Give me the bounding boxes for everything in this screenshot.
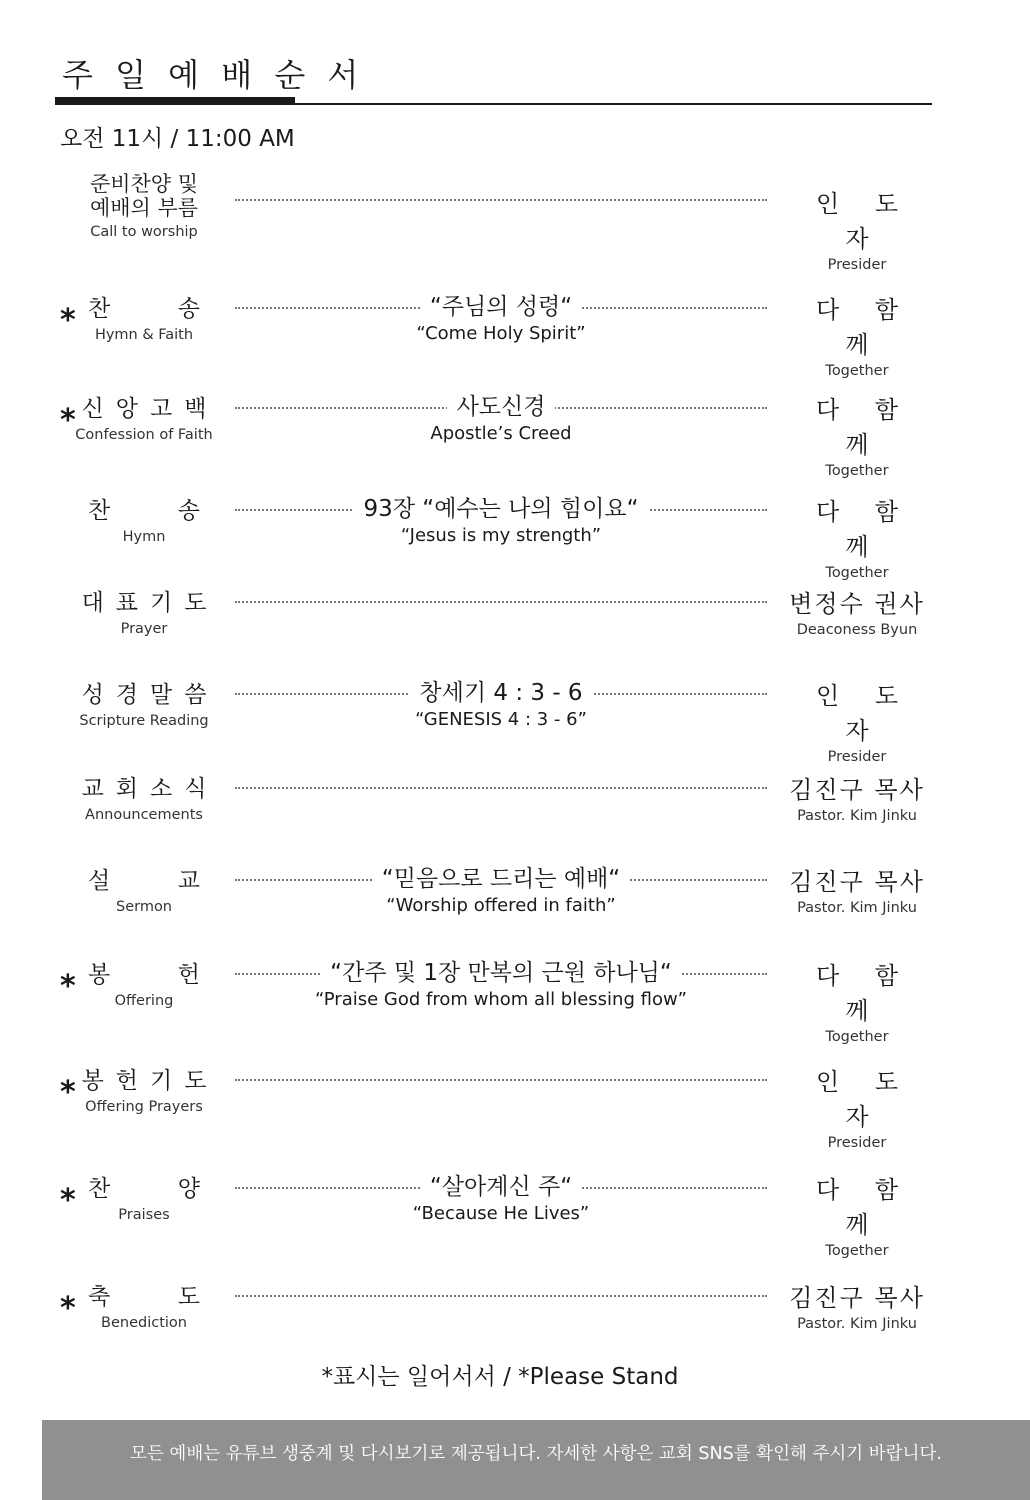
item-content-en: “Because He Lives”: [412, 1203, 590, 1224]
item-title-ko: 대 표 기 도: [81, 590, 207, 616]
item-responsible: [782, 290, 932, 379]
item-label: [70, 956, 218, 1009]
item-content-en: Apostle’s Creed: [430, 423, 572, 444]
responsible-en: Together: [825, 363, 889, 379]
responsible-en: Together: [825, 565, 889, 581]
leader-dots: [235, 601, 767, 603]
item-content: [280, 288, 722, 344]
item-title-ko-line: 예배의 부름: [89, 196, 199, 220]
item-label: [70, 390, 218, 443]
item-content-ko: “살아계신 주“: [420, 1168, 582, 1201]
item-content: [280, 954, 722, 1010]
item-label: [70, 676, 218, 729]
item-title-en: Hymn & Faith: [94, 327, 194, 343]
item-content-en: “GENESIS 4 : 3 - 6”: [415, 709, 587, 730]
footer-notice: 모든 예배는 유튜브 생중계 및 다시보기로 제공됩니다. 자세한 사항은 교회 SNS를 확인해 주시기 바랍니다.: [42, 1420, 1030, 1500]
stand-marker: *: [60, 403, 76, 438]
item-title-en: Prayer: [120, 621, 168, 637]
item-title-ko: 축 도: [88, 1284, 200, 1310]
item-content-ko: “간주 및 1장 만복의 근원 하나님“: [320, 954, 682, 987]
item-title-en: Call to worship: [90, 224, 198, 240]
item-title-en: Announcements: [85, 807, 203, 823]
item-label: [70, 1278, 218, 1331]
item-title-en: Confession of Faith: [75, 427, 213, 443]
responsible-ko: 인 도 자: [816, 190, 912, 253]
item-title-ko: 찬 송: [88, 296, 200, 322]
item-label: [70, 770, 218, 823]
item-title-en: Offering Prayers: [85, 1099, 203, 1115]
responsible-en: Presider: [827, 1135, 887, 1151]
item-title-ko: 찬 양: [88, 1176, 200, 1202]
item-content: [280, 860, 722, 916]
item-title-ko: 성 경 말 씀: [81, 682, 207, 708]
item-content-ko: “믿음으로 드리는 예배“: [372, 860, 630, 893]
item-responsible: [782, 770, 932, 824]
item-title-en: Benediction: [101, 1315, 187, 1331]
item-title-ko-line: 준비찬양 및: [89, 172, 199, 196]
item-title-ko: 교 회 소 식: [81, 776, 207, 802]
responsible-ko: 김진구 목사: [789, 868, 925, 896]
title-divider: [55, 103, 932, 105]
item-responsible: [782, 390, 932, 479]
item-content-en: “Praise God from whom all blessing flow”: [315, 989, 687, 1010]
item-responsible: [782, 492, 932, 581]
item-label: [70, 862, 218, 915]
stand-footnote: *표시는 일어서서 / *Please Stand: [321, 1364, 679, 1390]
item-content-en: “Come Holy Spirit”: [416, 323, 586, 344]
responsible-en: Deaconess Byun: [796, 622, 918, 638]
responsible-en: Pastor. Kim Jinku: [797, 1316, 917, 1332]
item-label: [70, 172, 218, 240]
responsible-ko: 다 함 께: [816, 1176, 912, 1239]
item-label: [70, 290, 218, 343]
responsible-en: Pastor. Kim Jinku: [797, 808, 917, 824]
item-responsible: [782, 1170, 932, 1259]
responsible-ko: 다 함 께: [816, 296, 912, 359]
item-title-ko: 신 앙 고 백: [81, 396, 207, 422]
leader-dots: [235, 1079, 767, 1081]
item-responsible: [782, 956, 932, 1045]
item-responsible: [782, 862, 932, 916]
item-label: [70, 1170, 218, 1223]
item-content-ko: “주님의 성령“: [420, 288, 582, 321]
item-label: [70, 1062, 218, 1115]
item-title-en: Praises: [118, 1207, 170, 1223]
responsible-en: Pastor. Kim Jinku: [797, 900, 917, 916]
item-content: [280, 490, 722, 546]
stand-marker: *: [60, 1183, 76, 1218]
item-content: [280, 674, 722, 730]
item-responsible: [782, 676, 932, 765]
responsible-en: Presider: [827, 749, 887, 765]
item-title-ko: 찬 송: [88, 498, 200, 524]
responsible-en: Together: [825, 1029, 889, 1045]
item-responsible: [782, 584, 932, 638]
responsible-ko: 인 도 자: [816, 1068, 912, 1131]
item-content-en: “Jesus is my strength”: [400, 525, 602, 546]
item-title-en: Scripture Reading: [79, 713, 209, 729]
responsible-en: Presider: [827, 257, 887, 273]
page-title: 주 일 예 배 순 서: [62, 56, 365, 94]
responsible-ko: 다 함 께: [816, 498, 912, 561]
item-label: [70, 584, 218, 637]
item-responsible: [782, 1278, 932, 1332]
stand-marker: *: [60, 969, 76, 1004]
responsible-ko: 김진구 목사: [789, 776, 925, 804]
responsible-ko: 김진구 목사: [789, 1284, 925, 1312]
item-title-ko: 봉 헌 기 도: [81, 1068, 207, 1094]
item-content: [280, 1168, 722, 1224]
responsible-ko: 다 함 께: [816, 396, 912, 459]
responsible-ko: 인 도 자: [816, 682, 912, 745]
item-content-ko: 93장 “예수는 나의 힘이요“: [354, 490, 649, 523]
stand-marker: *: [60, 303, 76, 338]
item-content-ko: 사도신경: [447, 388, 556, 421]
item-title-ko: 설 교: [88, 868, 200, 894]
item-title-en: Offering: [114, 993, 174, 1009]
item-title-en: Hymn: [122, 529, 166, 545]
item-content-en: “Worship offered in faith”: [386, 895, 616, 916]
leader-dots: [235, 199, 767, 201]
leader-dots: [235, 1295, 767, 1297]
item-content-ko: 창세기 4 : 3 - 6: [409, 674, 592, 707]
leader-dots: [235, 787, 767, 789]
item-responsible: [782, 184, 932, 273]
responsible-ko: 변정수 권사: [789, 590, 925, 618]
responsible-ko: 다 함 께: [816, 962, 912, 1025]
item-title-ko: [70, 172, 218, 220]
responsible-en: Together: [825, 463, 889, 479]
item-label: [70, 492, 218, 545]
stand-marker: *: [60, 1075, 76, 1110]
item-title-ko: 봉 헌: [88, 962, 200, 988]
item-responsible: [782, 1062, 932, 1151]
item-title-en: Sermon: [115, 899, 173, 915]
responsible-en: Together: [825, 1243, 889, 1259]
stand-marker: *: [60, 1291, 76, 1326]
item-content: [280, 388, 722, 444]
service-time: 오전 11시 / 11:00 AM: [60, 126, 295, 152]
